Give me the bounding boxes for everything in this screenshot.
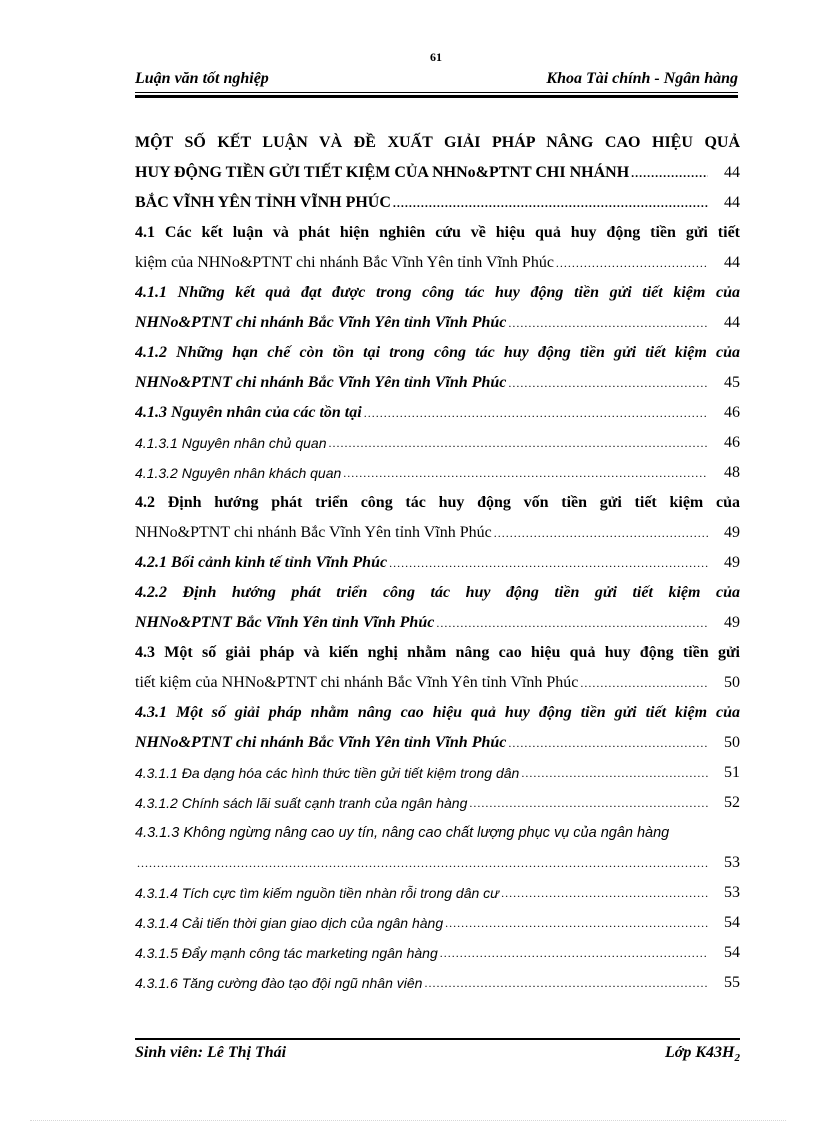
toc-line: 4.1.2 Những hạn chế còn tồn tại trong công tác huy động tiền gửi tiết kiệm của (135, 344, 740, 361)
toc-line (135, 878, 740, 908)
toc-page: 49 (724, 554, 740, 571)
toc-line (135, 368, 740, 398)
toc-line (135, 518, 740, 548)
toc-text: 4.3.1.6 Tăng cường đào tạo đội ngũ nhân viên (135, 975, 423, 991)
toc-line (135, 188, 740, 218)
toc-line: 4.2 Định hướng phát triển công tác huy động vốn tiền gửi tiết kiệm của (135, 494, 740, 511)
toc-page: 45 (724, 374, 740, 391)
toc-line (135, 158, 740, 188)
toc-page: 54 (724, 944, 740, 961)
toc-page: 55 (724, 974, 740, 991)
toc-line: 4.3.1 Một số giải pháp nhằm nâng cao hiệu quả huy động tiền gửi tiết kiệm của (135, 704, 740, 721)
toc-line (135, 968, 740, 998)
toc-text: 4.3.1.4 Tích cực tìm kiếm nguồn tiền nhàn rỗi trong dân cư (135, 885, 500, 901)
toc-line (135, 938, 740, 968)
toc-text: 4.3.1.4 Cải tiến thời gian giao dịch của ngân hàng (135, 915, 444, 931)
header-rule-thick (135, 95, 738, 98)
toc-page: 49 (724, 524, 740, 541)
toc-text: HUY ĐỘNG TIỀN GỬI TIẾT KIỆM CỦA NHNo&PTNT CHI NHÁNH (135, 164, 630, 181)
toc-line (135, 758, 740, 788)
footer-rule (135, 1038, 740, 1040)
footer-class-base: Lớp K43H (665, 1044, 735, 1061)
toc-text: NHNo&PTNT chi nhánh Bắc Vĩnh Yên tỉnh Vĩnh Phúc (135, 734, 507, 751)
toc-line (135, 458, 740, 488)
toc-text: NHNo&PTNT Bắc Vĩnh Yên tỉnh Vĩnh Phúc (135, 614, 435, 631)
toc-text: 4.3.1.2 Chính sách lãi suất cạnh tranh của ngân hàng (135, 795, 468, 811)
toc-line: 4.3 Một số giải pháp và kiến nghị nhằm nâng cao hiệu quả huy động tiền gửi (135, 644, 740, 661)
toc-text: 4.3.1.5 Đẩy mạnh công tác marketing ngân hàng (135, 945, 438, 961)
toc-line (135, 308, 740, 338)
toc-line: MỘT SỐ KẾT LUẬN VÀ ĐỀ XUẤT GIẢI PHÁP NÂNG CAO HIỆU QUẢ (135, 134, 740, 151)
toc-page: 44 (724, 194, 740, 211)
toc-line (135, 398, 740, 428)
toc-text: NHNo&PTNT chi nhánh Bắc Vĩnh Yên tỉnh Vĩnh Phúc (135, 374, 507, 391)
toc-line: 4.1.1 Những kết quả đạt được trong công tác huy động tiền gửi tiết kiệm của (135, 284, 740, 301)
toc-page: 53 (724, 884, 740, 901)
footer-class-sub: 2 (734, 1052, 740, 1065)
toc-page: 50 (724, 674, 740, 691)
footer-student-label: Sinh viên: Lê Thị Thái (135, 1044, 287, 1061)
page-number: 61 (430, 50, 442, 64)
toc-line (135, 548, 740, 578)
toc-page: 50 (724, 734, 740, 751)
toc-page: 49 (724, 614, 740, 631)
toc-text: NHNo&PTNT chi nhánh Bắc Vĩnh Yên tỉnh Vĩnh Phúc (135, 314, 507, 331)
toc-line: 4.1 Các kết luận và phát hiện nghiên cứu về hiệu quả huy động tiền gửi tiết (135, 224, 740, 241)
toc-line: 4.3.1.3 Không ngừng nâng cao uy tín, nâng cao chất lượng phục vụ của ngân hàng (135, 825, 670, 841)
toc-text: 4.3.1.1 Đa dạng hóa các hình thức tiền gửi tiết kiệm trong dân (135, 765, 520, 781)
toc-text: kiệm của NHNo&PTNT chi nhánh Bắc Vĩnh Yên tỉnh Vĩnh Phúc (135, 254, 554, 271)
toc-page: 54 (724, 914, 740, 931)
toc-text: 4.1.3 Nguyên nhân của các tồn tại (135, 404, 362, 421)
toc-page: 48 (724, 464, 740, 481)
toc-line: 4.2.2 Định hướng phát triển công tác huy động tiền gửi tiết kiệm của (135, 584, 740, 601)
toc-line (135, 788, 740, 818)
toc-page: 52 (724, 794, 740, 811)
toc-text: 4.1.3.2 Nguyên nhân khách quan (135, 465, 342, 481)
toc-line (135, 608, 740, 638)
toc-page: 44 (724, 314, 740, 331)
header-faculty-label: Khoa Tài chính - Ngân hàng (546, 70, 738, 87)
header-thesis-label: Luận văn tốt nghiệp (135, 70, 269, 87)
footer-class-label (665, 1044, 740, 1064)
toc-line (135, 668, 740, 698)
toc-page: 46 (724, 404, 740, 421)
toc-line (135, 728, 740, 758)
table-of-contents (135, 128, 740, 998)
toc-line (135, 848, 740, 878)
toc-line (135, 428, 740, 458)
toc-text: 4.1.3.1 Nguyên nhân chủ quan (135, 435, 327, 451)
toc-text: tiết kiệm của NHNo&PTNT chi nhánh Bắc Vĩnh Yên tỉnh Vĩnh Phúc (135, 674, 579, 691)
toc-text: NHNo&PTNT chi nhánh Bắc Vĩnh Yên tỉnh Vĩnh Phúc (135, 524, 492, 541)
toc-line (135, 908, 740, 938)
toc-line (135, 248, 740, 278)
toc-text: 4.2.1 Bối cảnh kinh tế tỉnh Vĩnh Phúc (135, 554, 388, 571)
toc-page: 51 (724, 764, 740, 781)
toc-page: 44 (724, 254, 740, 271)
toc-page: 53 (724, 854, 740, 871)
toc-page: 44 (724, 164, 740, 181)
page-edge (30, 1120, 786, 1121)
toc-text: BẮC VĨNH YÊN TỈNH VĨNH PHÚC (135, 194, 391, 211)
header-rule-thin (135, 92, 738, 93)
toc-page: 46 (724, 434, 740, 451)
